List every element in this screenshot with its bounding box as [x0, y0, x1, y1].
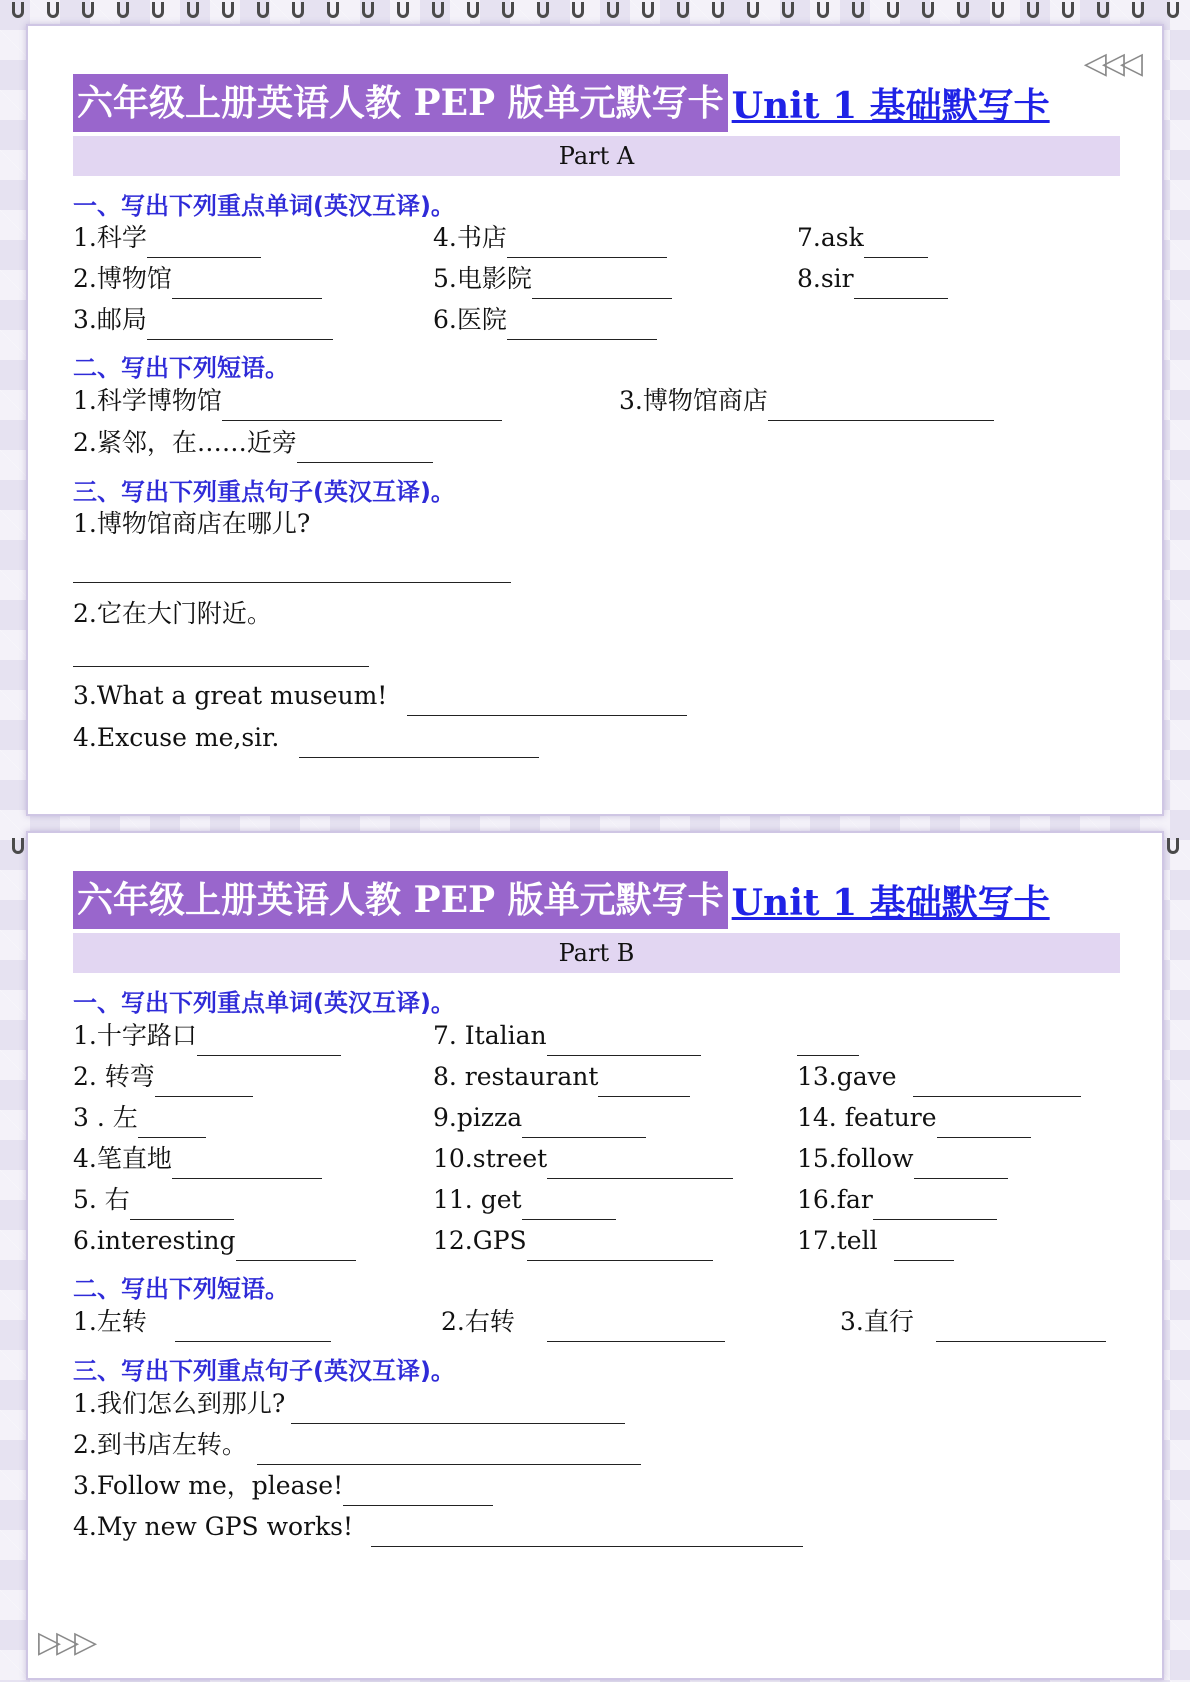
answer-blank[interactable] [873, 1191, 997, 1220]
answer-blank[interactable] [547, 1027, 701, 1056]
word-prompt: 5. 右 [73, 1185, 130, 1214]
answer-blank[interactable] [894, 1232, 954, 1261]
sentence-row [73, 1466, 493, 1506]
answer-blank[interactable] [522, 1191, 616, 1220]
answer-blank[interactable] [197, 1027, 341, 1056]
answer-blank[interactable] [257, 1436, 641, 1465]
word-prompt: 14. feature [797, 1103, 937, 1132]
sentence-row [73, 1384, 625, 1424]
phrase-prompt: 3.直行 [840, 1307, 914, 1336]
answer-blank[interactable] [913, 1068, 1081, 1097]
phrase-prompt: 2.右转 [441, 1307, 515, 1336]
word-prompt: 16.far [797, 1185, 873, 1214]
sentence-prompt: 1.我们怎么到那儿? [73, 1389, 286, 1418]
phrase-prompt: 2.紧邻，在……近旁 [73, 428, 297, 457]
answer-blank[interactable] [172, 270, 322, 299]
word-prompt: 3.邮局 [73, 305, 147, 334]
card-part-a [26, 24, 1164, 816]
answer-blank[interactable] [522, 1109, 646, 1138]
answer-blank[interactable] [236, 1232, 356, 1261]
answer-blank[interactable] [291, 1395, 625, 1424]
sentence-row [73, 1425, 641, 1465]
answer-blank[interactable] [343, 1477, 493, 1506]
triangle-deco-icon: ▷▷▷ [38, 1625, 93, 1660]
word-prompt: 7. Italian [433, 1021, 547, 1050]
answer-blank[interactable] [147, 311, 333, 340]
word-prompt: 4.笔直地 [73, 1144, 172, 1173]
word-prompt: 4.书店 [433, 223, 507, 252]
card-title [73, 74, 1050, 132]
answer-blank[interactable] [222, 392, 502, 421]
sentence-row [73, 718, 539, 758]
word-prompt: 1.十字路口 [73, 1021, 197, 1050]
word-prompt: 10.street [433, 1144, 548, 1173]
word-prompt: 8.sir [797, 264, 854, 293]
answer-blank[interactable] [527, 1232, 713, 1261]
word-prompt: 8. restaurant [433, 1062, 599, 1091]
answer-blank[interactable] [147, 229, 261, 258]
answer-blank[interactable] [407, 687, 687, 716]
binder-rings-top [0, 0, 1190, 26]
word-prompt: 6.interesting [73, 1226, 236, 1255]
answer-line[interactable] [73, 582, 511, 583]
word-prompt: 3 . 左 [73, 1103, 138, 1132]
answer-blank[interactable] [864, 229, 928, 258]
page-title: 六年级上册英语人教 PEP 版单元默写卡 [73, 871, 728, 929]
sentence-prompt: 4.My new GPS works! [73, 1512, 354, 1541]
sentence-row [73, 676, 687, 716]
phrase-prompt: 1.科学博物馆 [73, 386, 222, 415]
answer-line[interactable] [73, 666, 369, 667]
word-prompt: 9.pizza [433, 1103, 523, 1132]
word-prompt: 11. get [433, 1185, 522, 1214]
answer-blank[interactable] [532, 270, 672, 299]
word-prompt: 17.tell [797, 1226, 878, 1255]
page-title: 六年级上册英语人教 PEP 版单元默写卡 [73, 74, 728, 132]
answer-blank[interactable] [155, 1068, 253, 1097]
answer-blank[interactable] [175, 1313, 331, 1342]
answer-blank[interactable] [138, 1109, 206, 1138]
part-label: Part B [73, 933, 1120, 973]
answer-blank[interactable] [937, 1109, 1031, 1138]
answer-blank[interactable] [297, 434, 433, 463]
answer-blank[interactable] [507, 229, 667, 258]
answer-blank[interactable] [768, 392, 994, 421]
answer-blank[interactable] [130, 1191, 234, 1220]
unit-link[interactable]: Unit 1 基础默写卡 [731, 84, 1050, 127]
sentence-prompt: 4.Excuse me,sir. [73, 723, 280, 752]
sentence-row [73, 1507, 803, 1547]
word-prompt: 2.博物馆 [73, 264, 172, 293]
sentence-prompt: 2.到书店左转。 [73, 1430, 247, 1459]
phrase-prompt: 3.博物馆商店 [619, 386, 768, 415]
word-prompt: 2. 转弯 [73, 1062, 155, 1091]
answer-blank[interactable] [936, 1313, 1106, 1342]
section-phrases-heading: 二、写出下列短语。 [73, 1275, 289, 1303]
section-sentences-heading: 三、写出下列重点句子(英汉互译)。 [73, 1357, 455, 1385]
card-part-b [26, 831, 1164, 1680]
section-phrases-heading: 二、写出下列短语。 [73, 354, 289, 382]
word-prompt: 5.电影院 [433, 264, 532, 293]
word-prompt: 1.科学 [73, 223, 147, 252]
word-prompt: 13.gave [797, 1062, 897, 1091]
sentence-prompt: 3.What a great museum! [73, 681, 388, 710]
section-words-heading: 一、写出下列重点单词(英汉互译)。 [73, 192, 455, 220]
word-prompt: 15.follow [797, 1144, 914, 1173]
section-sentences-heading: 三、写出下列重点句子(英汉互译)。 [73, 478, 455, 506]
sentence-prompt: 2.它在大门附近。 [73, 599, 272, 628]
unit-link[interactable]: Unit 1 基础默写卡 [731, 881, 1050, 924]
answer-blank[interactable] [547, 1313, 725, 1342]
part-label: Part A [73, 136, 1120, 176]
sentence-prompt: 3.Follow me，please! [73, 1471, 344, 1500]
section-words-heading: 一、写出下列重点单词(英汉互译)。 [73, 989, 455, 1017]
card-title [73, 871, 1050, 929]
answer-blank[interactable] [854, 270, 948, 299]
triangle-deco-icon: ◁◁◁ [1083, 46, 1138, 81]
answer-blank[interactable] [299, 729, 539, 758]
word-prompt: 7.ask [797, 223, 864, 252]
word-prompt: 12.GPS [433, 1226, 527, 1255]
phrase-prompt: 1.左转 [73, 1307, 147, 1336]
answer-blank[interactable] [507, 311, 657, 340]
answer-blank[interactable] [797, 1027, 859, 1056]
answer-blank[interactable] [371, 1518, 803, 1547]
answer-blank[interactable] [914, 1150, 1008, 1179]
sentence-prompt: 1.博物馆商店在哪儿? [73, 509, 311, 538]
word-prompt: 6.医院 [433, 305, 507, 334]
answer-blank[interactable] [598, 1068, 690, 1097]
answer-blank[interactable] [547, 1150, 733, 1179]
answer-blank[interactable] [172, 1150, 322, 1179]
